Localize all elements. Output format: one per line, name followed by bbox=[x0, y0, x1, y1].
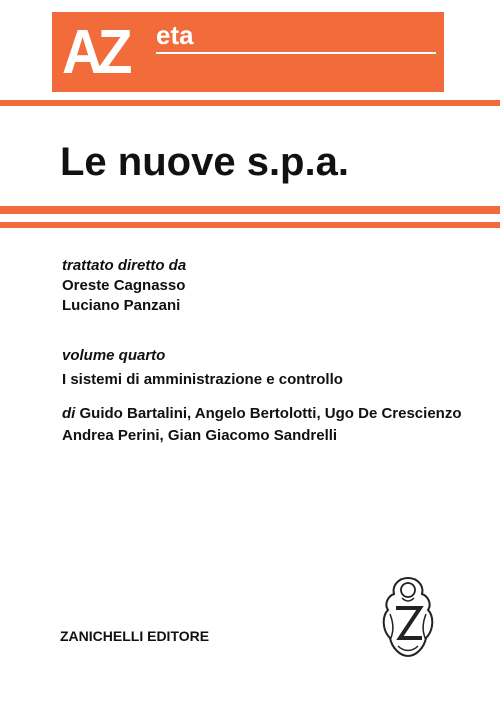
middle-band-2 bbox=[0, 222, 500, 228]
editor-1: Oreste Cagnasso bbox=[62, 277, 186, 294]
series-logo-sub: eta bbox=[156, 20, 194, 50]
editor-2: Luciano Panzani bbox=[62, 297, 181, 314]
top-band bbox=[0, 100, 500, 106]
authors-prefix: di bbox=[62, 405, 76, 422]
volume-label: volume quarto bbox=[62, 347, 166, 364]
authors-line-1 bbox=[62, 404, 462, 424]
series-logo bbox=[52, 12, 444, 92]
publisher-name: ZANICHELLI EDITORE bbox=[60, 628, 210, 644]
authors-line-2: Andrea Perini, Gian Giacomo Sandrelli bbox=[62, 427, 338, 444]
book-title: Le nuove s.p.a. bbox=[60, 140, 349, 184]
authors-names-1: Guido Bartalini, Angelo Bertolotti, Ugo De Crescienzo bbox=[79, 405, 462, 422]
publisher-emblem-icon bbox=[378, 574, 438, 660]
logo-rule bbox=[156, 52, 436, 54]
series-logo-main: AZ bbox=[62, 18, 128, 87]
volume-subtitle: I sistemi di amministrazione e controllo bbox=[62, 371, 343, 388]
middle-band-1 bbox=[0, 206, 500, 214]
treatise-label: trattato diretto da bbox=[62, 257, 187, 274]
